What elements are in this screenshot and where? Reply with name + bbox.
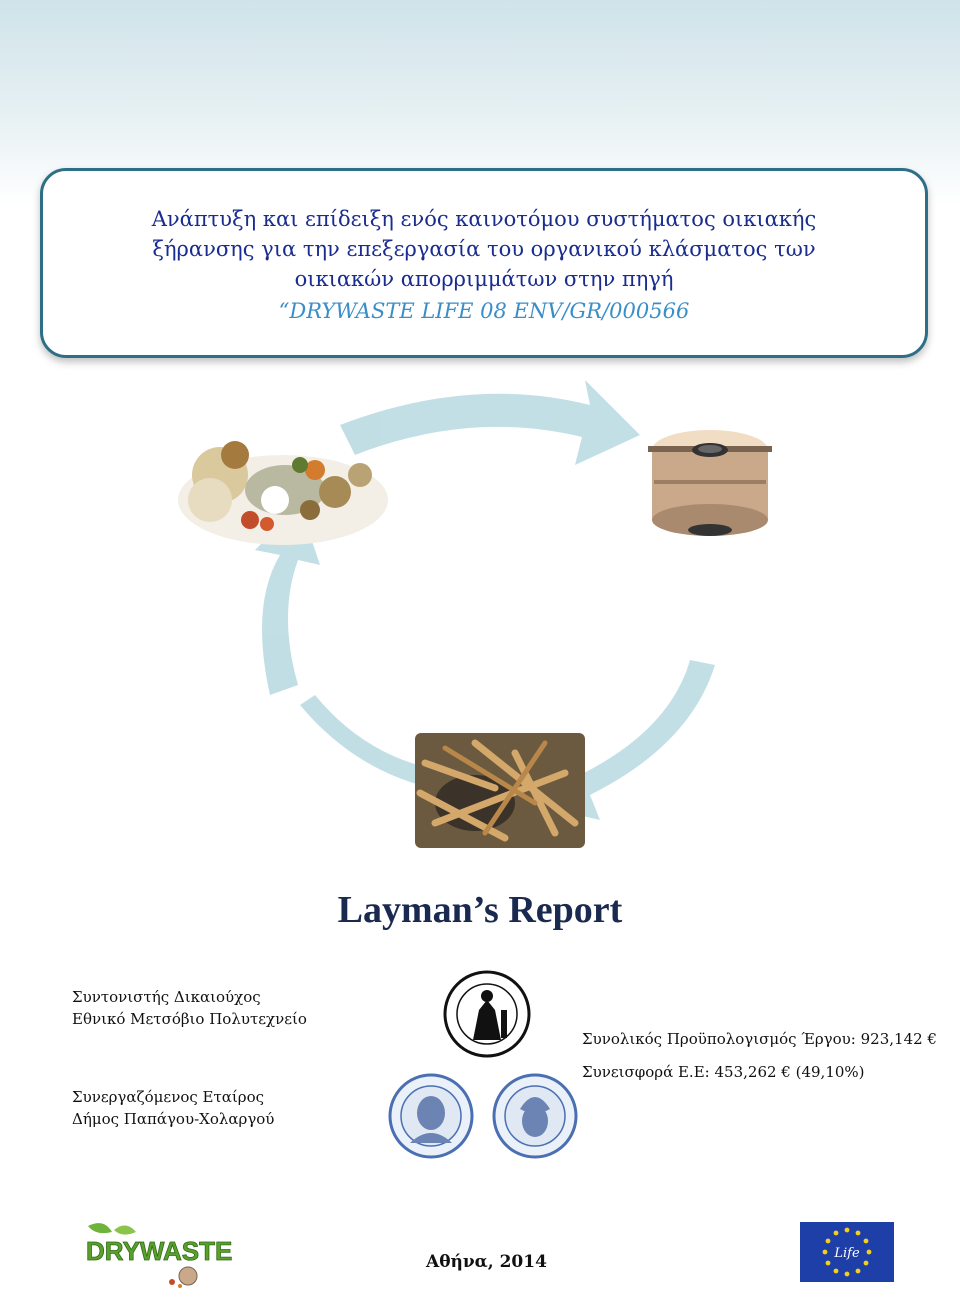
municipality-seal-right [492,1073,578,1159]
title-box [40,168,928,358]
coordinator-label: Συντονιστής Δικαιούχος [72,988,261,1006]
drywaste-logo [76,1218,236,1290]
coordinator-name: Εθνικό Μετσόβιο Πολυτεχνείο [72,1010,307,1028]
drywaste-logo-text: DRYWASTE [86,1236,233,1266]
municipality-seal-left [388,1073,474,1159]
total-budget-label: Συνολικός Προϋπολογισμός Έργου: [582,1030,856,1048]
report-title: Layman’s Report [337,889,623,931]
title-line-2: ξήρανσης για την επεξεργασία του οργανικού κλάσματος των [152,237,816,261]
title-line-1: Ανάπτυξη και επίδειξη ενός καινοτόμου συστήματος οικιακής [151,207,817,231]
arrow-bottom [300,695,425,785]
partner-label: Συνεργαζόμενος Εταίρος [72,1088,265,1106]
total-budget-value: 923,142 € [860,1030,937,1048]
dried-waste-image [415,733,585,848]
eu-life-text: Life [834,1246,860,1261]
dryer-device-image [640,420,780,545]
eu-contribution-value: 453,262 € (49,10%) [714,1063,865,1081]
ntua-seal [443,970,531,1058]
eu-contribution-label: Συνεισφορά Ε.Ε: [582,1063,710,1081]
city-year: Αθήνα, 2014 [426,1252,547,1272]
partner-name: Δήμος Παπάγου-Χολαργού [72,1110,275,1128]
eu-contribution [582,1062,865,1082]
title-line-3: οικιακών απορριμμάτων στην πηγή [294,267,674,291]
total-budget [582,1029,937,1049]
eu-life-logo [800,1222,894,1282]
food-waste-image [175,430,390,550]
project-code: “DRYWASTE LIFE 08 ENV/GR/000566 [278,299,690,323]
